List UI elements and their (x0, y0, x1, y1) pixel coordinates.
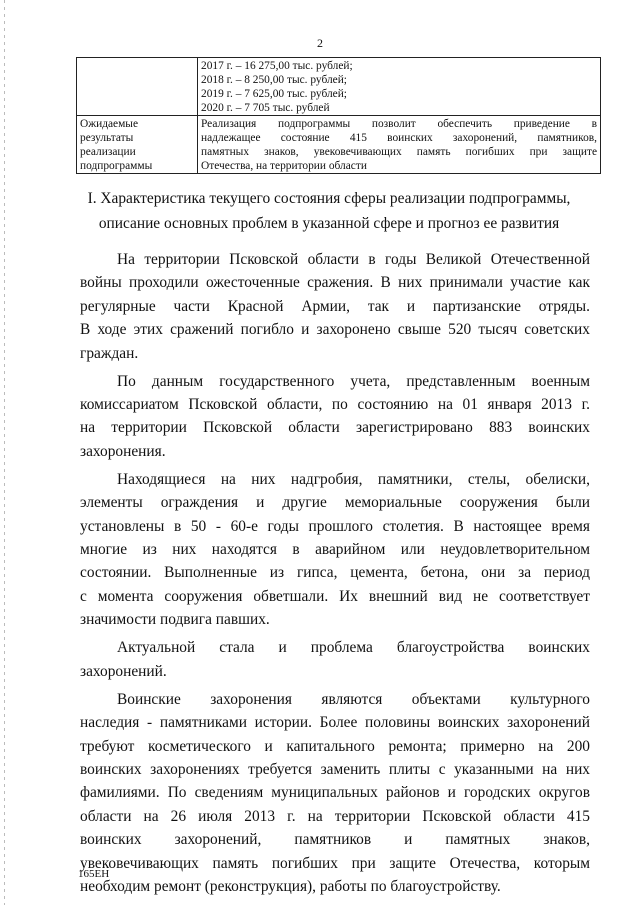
paragraph-line: На территории Псковской области в годы Великой Отечественной (117, 251, 590, 268)
paragraph (80, 370, 590, 464)
funding-line-2017: 2017 г. – 16 275,00 тыс. рублей; (201, 60, 353, 72)
funding-line-2018: 2018 г. – 8 250,00 тыс. рублей; (201, 74, 347, 86)
paragraph-line: захоронений. (80, 662, 167, 680)
paragraph-line: с момента сооружения обветшали. Их внешний вид не соответствует (80, 587, 590, 605)
label-line: реализации (80, 146, 136, 158)
paragraph-line: В ходе этих сражений погибло и захоронено свыше 520 тысяч советских (80, 321, 590, 339)
paragraph-line: состоянии. Выполненные из гипса, цемента, бетона, они за период (80, 564, 590, 582)
table-cell-funding-years (198, 58, 601, 116)
funding-line-2019: 2019 г. – 7 625,00 тыс. рублей; (201, 88, 347, 100)
paragraph-line: Актуальной стала и проблема благоустройства воинских (117, 639, 590, 657)
paragraph-line: комиссариатом Псковской области, по состоянию на 01 января 2013 г. (80, 396, 590, 414)
program-info-table (76, 57, 601, 174)
page-number: 2 (317, 36, 323, 50)
table-cell-expected-results-text (198, 116, 601, 174)
paragraph-line: на территории Псковской области зарегистрировано 883 воинских (80, 419, 590, 437)
paragraph (80, 468, 590, 632)
paragraph-line: По данным государственного учета, представленным военным (117, 372, 590, 390)
paragraph (80, 688, 590, 899)
table-cell-label-empty (77, 58, 198, 116)
paragraph-line: области на 26 июля 2013 г. на территории Псковской области 415 (80, 807, 590, 825)
paragraph-line: Находящиеся на них надгробия, памятники, стелы, обелиски, (117, 470, 590, 488)
paragraph-line: Воинские захоронения являются объектами культурного (117, 690, 590, 708)
paragraph-line: воинских захоронениях требуется заменить плиты с указанными на них (80, 760, 590, 778)
section-heading-line: I. Характеристика текущего состояния сферы реализации подпрограммы, (87, 190, 571, 207)
paragraph (80, 248, 590, 365)
paragraph (80, 636, 590, 683)
label-line: Ожидаемые (80, 118, 139, 130)
paragraph-line: установлены в 50 - 60-е годы прошлого столетия. В настоящее время (80, 517, 590, 535)
paragraph-line: увековечивающих память погибших при защите Отечества, которым (80, 854, 590, 872)
table-row-expected-results (77, 116, 601, 174)
paragraph-line: многие из них находятся в аварийном или неудовлетворительном (80, 541, 590, 559)
paragraph-line: требуют косметического и капитального ремонта; примерно на 200 (80, 737, 590, 755)
paragraph-line: необходим ремонт (реконструкция), работы по благоустройству. (80, 877, 501, 895)
results-line: Отечества, на территории области (201, 160, 367, 172)
paragraph-line: фамилиями. По сведениям муниципальных районов и городских округов (80, 784, 590, 802)
paragraph-line: регулярные части Красной Армии, так и партизанские отряды. (80, 297, 590, 315)
paragraph-line: значимости подвига павших. (80, 611, 270, 629)
funding-line-2020: 2020 г. – 7 705 тыс. рублей (201, 102, 330, 114)
table-cell-expected-results-label (77, 116, 198, 174)
paragraph-line: захоронения. (80, 442, 166, 460)
paragraph-line: наследия - памятниками истории. Более половины воинских захоронений (80, 714, 590, 732)
paragraph-line: войны проходили ожесточенные сражения. В них принимали участие как (80, 274, 590, 292)
results-line: памятных знаков, увековечивающих память погибших при защите (201, 146, 597, 158)
paragraph-line: граждан. (80, 344, 139, 362)
results-line: надлежащее состояние 415 воинских захоронений, памятников, (201, 132, 597, 144)
paragraph-line: воинских захоронений, памятников и памятных знаков, (80, 831, 590, 849)
label-line: результаты (80, 132, 134, 144)
body-text (80, 248, 590, 903)
section-heading-line: описание основных проблем в указанной сфере и прогноз ее развития (98, 215, 560, 232)
table-row-funding (77, 58, 601, 116)
footer-document-code: 165ЕН (78, 868, 110, 880)
results-line: Реализация подпрограммы позволит обеспечить приведение в (201, 118, 597, 130)
scan-edge-mark (4, 0, 5, 905)
label-line: подпрограммы (80, 160, 153, 172)
paragraph-line: элементы ограждения и другие мемориальные сооружения были (80, 494, 590, 512)
section-heading (64, 186, 594, 236)
